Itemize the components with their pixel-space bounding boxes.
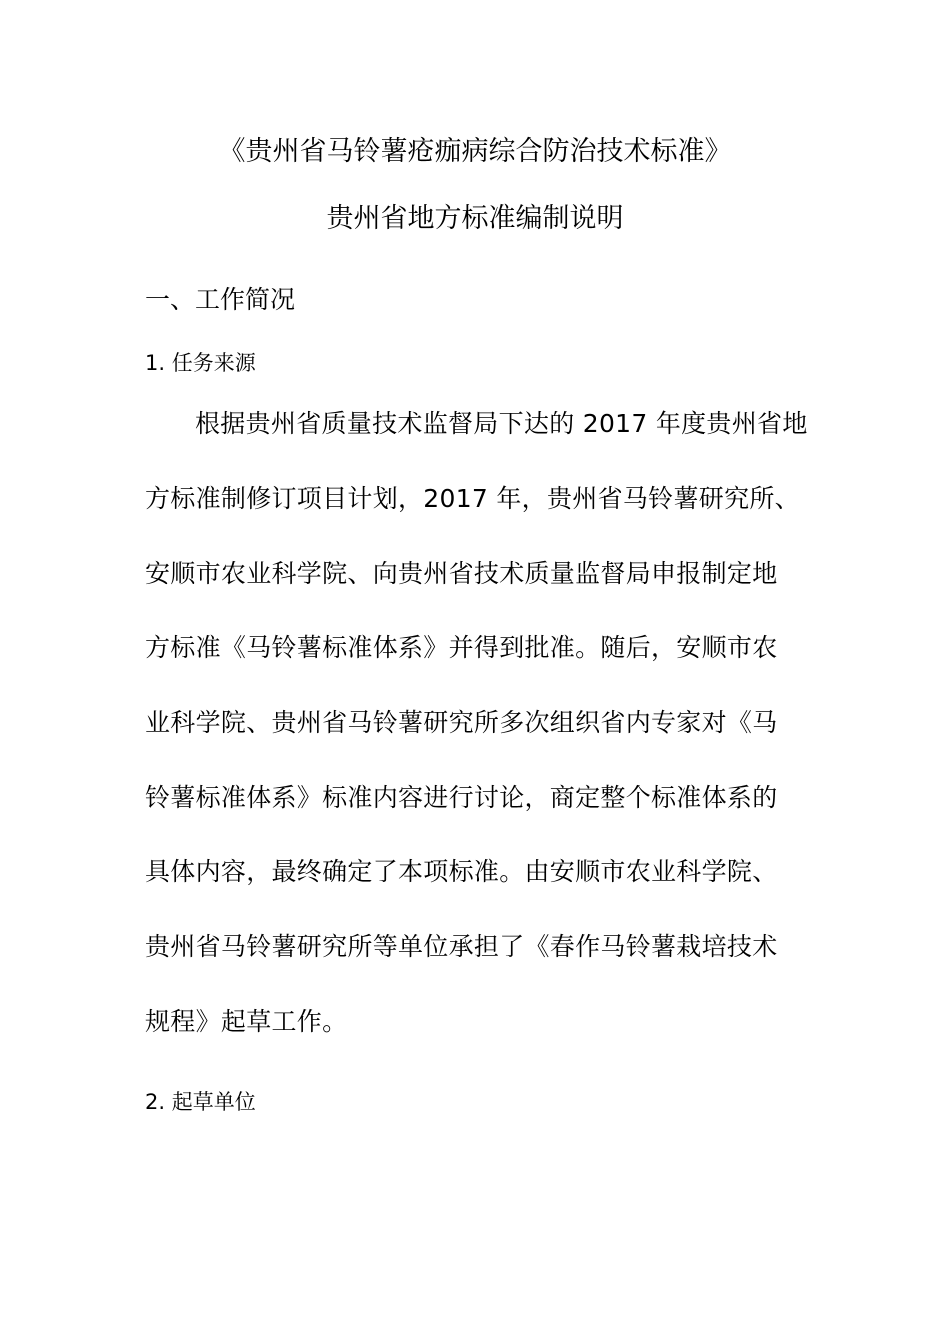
paragraph-line: 规程》起草工作。: [145, 1007, 348, 1036]
section-heading-work-overview: 一、工作简况: [145, 285, 296, 314]
paragraph-line: 安顺市农业科学院、向贵州省技术质量监督局申报制定地: [145, 559, 778, 588]
document-title: 《贵州省马铃薯疮痂病综合防治技术标准》: [218, 136, 732, 167]
subheading-task-source: 1. 任务来源: [145, 351, 256, 375]
paragraph-line: 业科学院、贵州省马铃薯研究所多次组织省内专家对《马: [145, 708, 778, 737]
subheading-drafting-units: 2. 起草单位: [145, 1090, 256, 1114]
paragraph-line: 具体内容，最终确定了本项标准。由安顺市农业科学院、: [145, 857, 778, 886]
paragraph-line: 贵州省马铃薯研究所等单位承担了《春作马铃薯栽培技术: [145, 932, 778, 961]
paragraph-line: 方标准制修订项目计划，2017 年，贵州省马铃薯研究所、: [145, 484, 800, 513]
paragraph-line: 根据贵州省质量技术监督局下达的 2017 年度贵州省地: [195, 409, 808, 438]
paragraph-line: 方标准《马铃薯标准体系》并得到批准。随后，安顺市农: [145, 633, 778, 662]
paragraph-line: 铃薯标准体系》标准内容进行讨论，商定整个标准体系的: [145, 783, 778, 812]
document-subtitle: 贵州省地方标准编制说明: [326, 203, 624, 234]
